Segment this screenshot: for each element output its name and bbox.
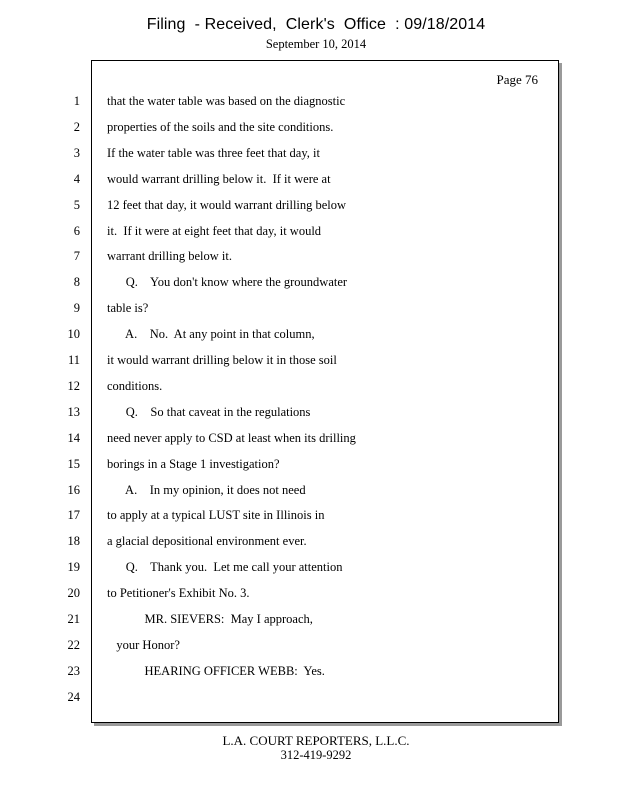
line-number: 22: [67, 638, 80, 652]
transcript-line-text: Q. So that caveat in the regulations: [107, 405, 311, 419]
transcript-line-text: A. No. At any point in that column,: [107, 327, 315, 341]
transcript-line-text: that the water table was based on the diagnostic: [107, 94, 346, 108]
line-number: 14: [67, 431, 80, 445]
transcript-line-text: conditions.: [107, 379, 163, 393]
transcript-line-text: If the water table was three feet that day, it: [107, 146, 320, 160]
transcript-line-text: to Petitioner's Exhibit No. 3.: [107, 586, 250, 600]
hearing-date: September 10, 2014: [265, 37, 367, 51]
line-number: 11: [67, 353, 80, 367]
line-number: 19: [67, 560, 80, 574]
line-number: 6: [73, 224, 80, 238]
transcript-line-text: table is?: [107, 301, 149, 315]
transcript-line-text: your Honor?: [107, 638, 180, 652]
transcript-line-text: MR. SIEVERS: May I approach,: [107, 612, 313, 626]
transcript-line-text: it. If it were at eight feet that day, it would: [107, 224, 322, 238]
transcript-line-text: warrant drilling below it.: [107, 249, 232, 263]
line-number: 2: [73, 120, 80, 134]
line-number: 18: [67, 534, 80, 548]
transcript-line-text: A. In my opinion, it does not need: [107, 483, 306, 497]
court-reporter-name: L.A. COURT REPORTERS, L.L.C.: [222, 733, 410, 748]
filing-stamp: Filing - Received, Clerk's Office : 09/18/2014: [146, 16, 486, 33]
transcript-line-text: would warrant drilling below it. If it were at: [107, 172, 331, 186]
line-number: 13: [67, 405, 80, 419]
line-number: 15: [67, 457, 80, 471]
line-number: 10: [67, 327, 80, 341]
transcript-line-text: to apply at a typical LUST site in Illinois in: [107, 508, 325, 522]
line-number: 24: [67, 690, 80, 704]
transcript-line-text: borings in a Stage 1 investigation?: [107, 457, 280, 471]
transcript-line-text: need never apply to CSD at least when its drilling: [107, 431, 356, 445]
transcript-line-text: 12 feet that day, it would warrant drilling below: [107, 198, 347, 212]
line-number: 4: [73, 172, 80, 186]
transcript-line-text: it would warrant drilling below it in those soil: [107, 353, 337, 367]
line-number: 3: [73, 146, 80, 160]
transcript-line-text: HEARING OFFICER WEBB: Yes.: [107, 664, 325, 678]
transcript-line-text: properties of the soils and the site conditions.: [107, 120, 334, 134]
transcript-line-text: Q. You don't know where the groundwater: [107, 275, 348, 289]
line-number: 23: [67, 664, 80, 678]
line-number: 1: [73, 94, 80, 108]
page-number: Page 76: [496, 72, 538, 87]
line-number: 12: [67, 379, 80, 393]
line-number: 9: [73, 301, 80, 315]
line-number: 16: [67, 483, 80, 497]
line-number: 17: [67, 508, 80, 522]
line-number: 21: [67, 612, 80, 626]
transcript-line-text: Q. Thank you. Let me call your attention: [107, 560, 343, 574]
line-number: 20: [67, 586, 80, 600]
transcript-line-text: a glacial depositional environment ever.: [107, 534, 307, 548]
line-number: 7: [73, 249, 80, 263]
court-reporter-phone: 312-419-9292: [280, 748, 352, 762]
line-number: 5: [73, 198, 80, 212]
line-number: 8: [73, 275, 80, 289]
